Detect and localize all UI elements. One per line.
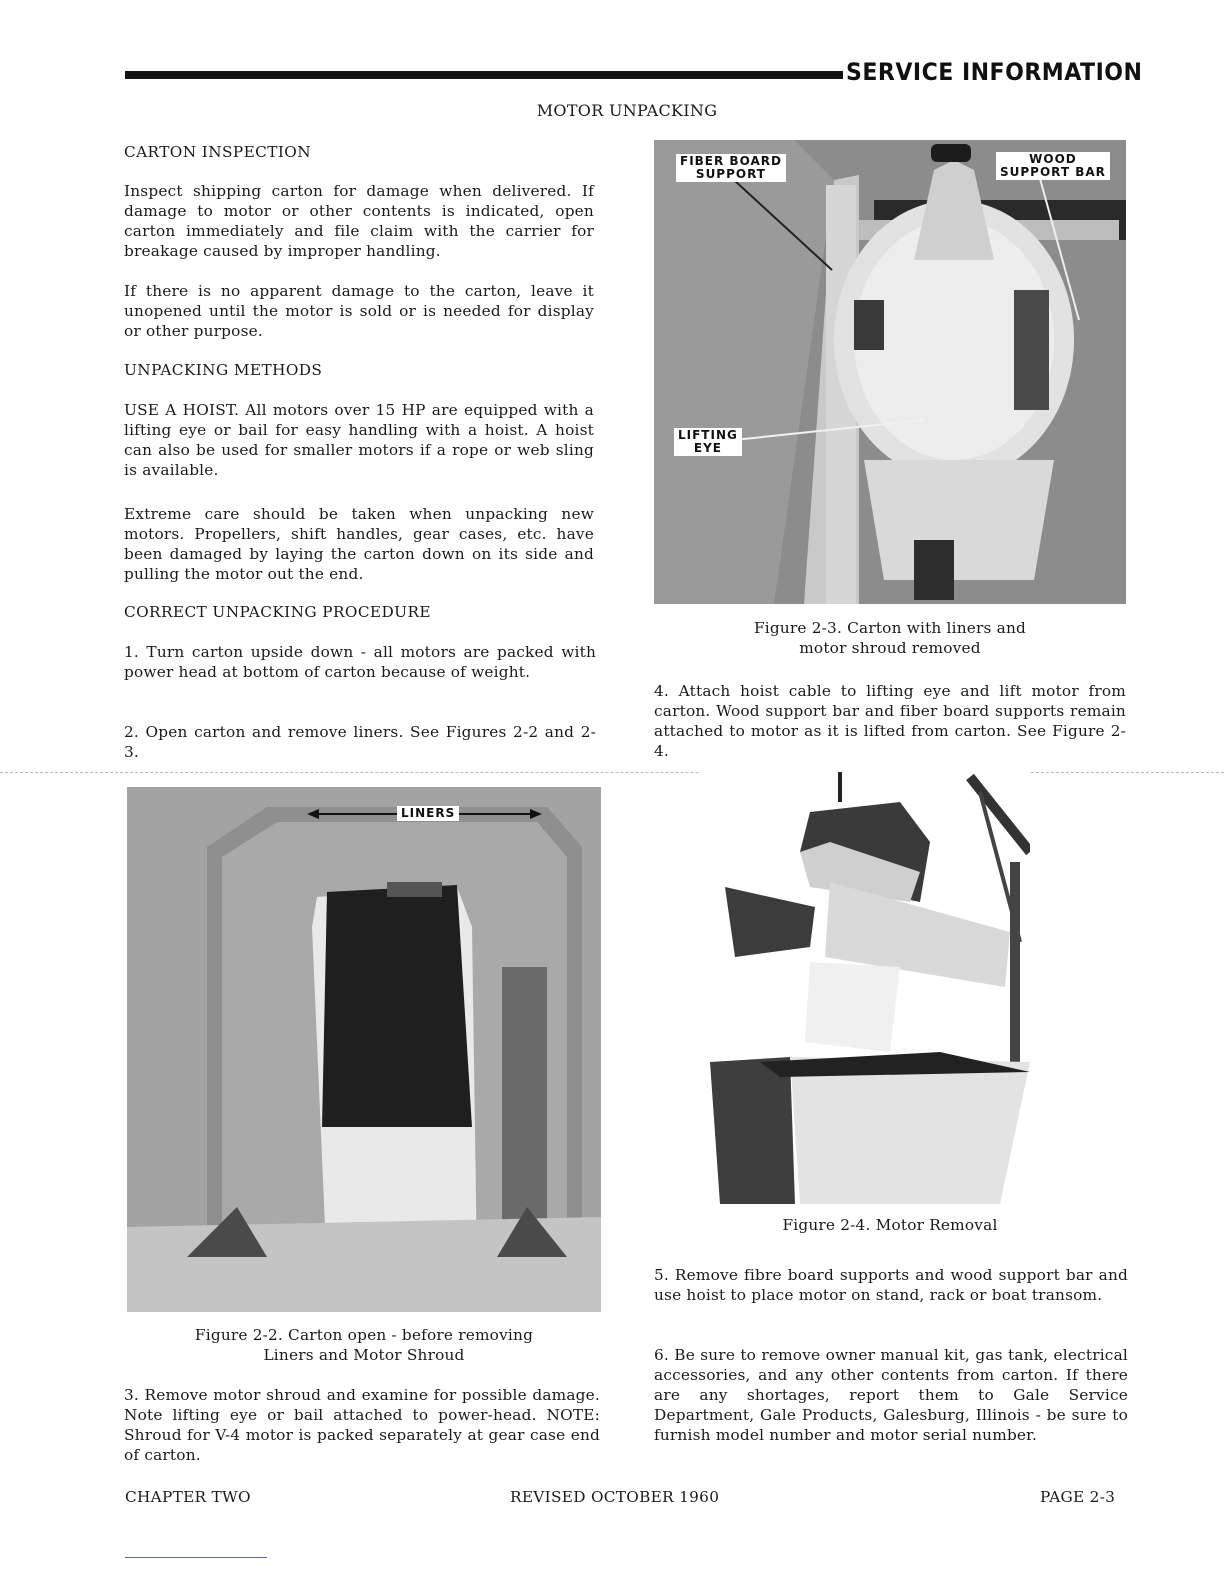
label-line: FIBER BOARD — [680, 154, 782, 168]
paragraph-carton-inspection-2: If there is no apparent damage to the carton, leave it unopened until the motor is sold or is needed for display or other purpose. — [124, 282, 594, 340]
label-line: EYE — [693, 441, 722, 455]
label-wood-support-bar — [996, 152, 1110, 180]
label-line: SUPPORT — [695, 167, 766, 181]
motor-removal-illustration — [700, 772, 1030, 1204]
footer-page-number: PAGE 2-3 — [1040, 1488, 1116, 1506]
figure-2-2-photo — [127, 787, 601, 1312]
label-fiber-board-support — [676, 154, 786, 182]
procedure-step-6: 6. Be sure to remove owner manual kit, gas tank, electrical accessories, and any other contents from carton. If there are any shortages, report them to Gale Service Department, Gale Products, Galesburg, Illinois - be sure to furnish model number and motor serial number. — [654, 1346, 1128, 1444]
caption-line: Liners and Motor Shroud — [263, 1346, 465, 1364]
figure-2-4-caption: Figure 2-4. Motor Removal — [782, 1216, 998, 1234]
procedure-step-3: 3. Remove motor shroud and examine for possible damage. Note lifting eye or bail attached to power-head. NOTE: Shroud for V-4 motor is packed separately at gear case end of carton. — [124, 1386, 600, 1464]
figure-2-3-caption — [654, 618, 1126, 658]
header-rule — [125, 71, 843, 79]
header-title: SERVICE INFORMATION — [846, 58, 1143, 86]
caption-line: Figure 2-3. Carton with liners and — [753, 619, 1027, 637]
label-lifting-eye — [674, 428, 742, 456]
heading-unpacking-methods: UNPACKING METHODS — [124, 361, 323, 379]
figure-2-2-caption — [127, 1325, 601, 1365]
scan-divider — [0, 772, 1224, 773]
procedure-step-4: 4. Attach hoist cable to lifting eye and lift motor from carton. Wood support bar and fiber board supports remain attached to motor as it is lifted from carton. See Figure 2-4. — [654, 682, 1126, 760]
procedure-step-5: 5. Remove fibre board supports and wood support bar and use hoist to place motor on stand, rack or boat transom. — [654, 1266, 1128, 1304]
open-carton-illustration — [127, 787, 601, 1312]
paragraph-extreme-care: Extreme care should be taken when unpacking new motors. Propellers, shift handles, gear cases, etc. have been damaged by laying the carton down on its side and pulling the motor out the end. — [124, 505, 594, 583]
label-line: WOOD — [1029, 152, 1077, 166]
label-line: SUPPORT BAR — [1000, 165, 1106, 179]
footer-rule — [125, 1557, 267, 1558]
heading-carton-inspection: CARTON INSPECTION — [124, 143, 312, 161]
footer-revised: REVISED OCTOBER 1960 — [510, 1488, 720, 1506]
figure-2-3-photo — [654, 140, 1126, 604]
label-liners: LINERS — [397, 806, 459, 821]
heading-correct-procedure: CORRECT UNPACKING PROCEDURE — [124, 603, 431, 621]
paragraph-use-hoist: USE A HOIST. All motors over 15 HP are equipped with a lifting eye or bail for easy handling with a hoist. A hoist can also be used for smaller motors if a rope or web sling is available. — [124, 401, 594, 479]
label-line: LIFTING — [678, 428, 738, 442]
paragraph-carton-inspection-1: Inspect shipping carton for damage when delivered. If damage to motor or other contents is indicated, open carton immediately and file claim with the carrier for breakage caused by improper handling. — [124, 182, 594, 260]
caption-line: Figure 2-2. Carton open - before removing — [194, 1326, 534, 1344]
procedure-step-1: 1. Turn carton upside down - all motors are packed with power head at bottom of carton because of weight. — [124, 643, 596, 681]
procedure-step-2: 2. Open carton and remove liners. See Figures 2-2 and 2-3. — [124, 723, 596, 761]
motor-in-carton-illustration — [654, 140, 1126, 604]
footer-chapter: CHAPTER TWO — [125, 1488, 251, 1506]
figure-2-4-photo — [700, 772, 1030, 1204]
section-title: MOTOR UNPACKING — [536, 101, 718, 120]
caption-line: motor shroud removed — [799, 639, 981, 657]
